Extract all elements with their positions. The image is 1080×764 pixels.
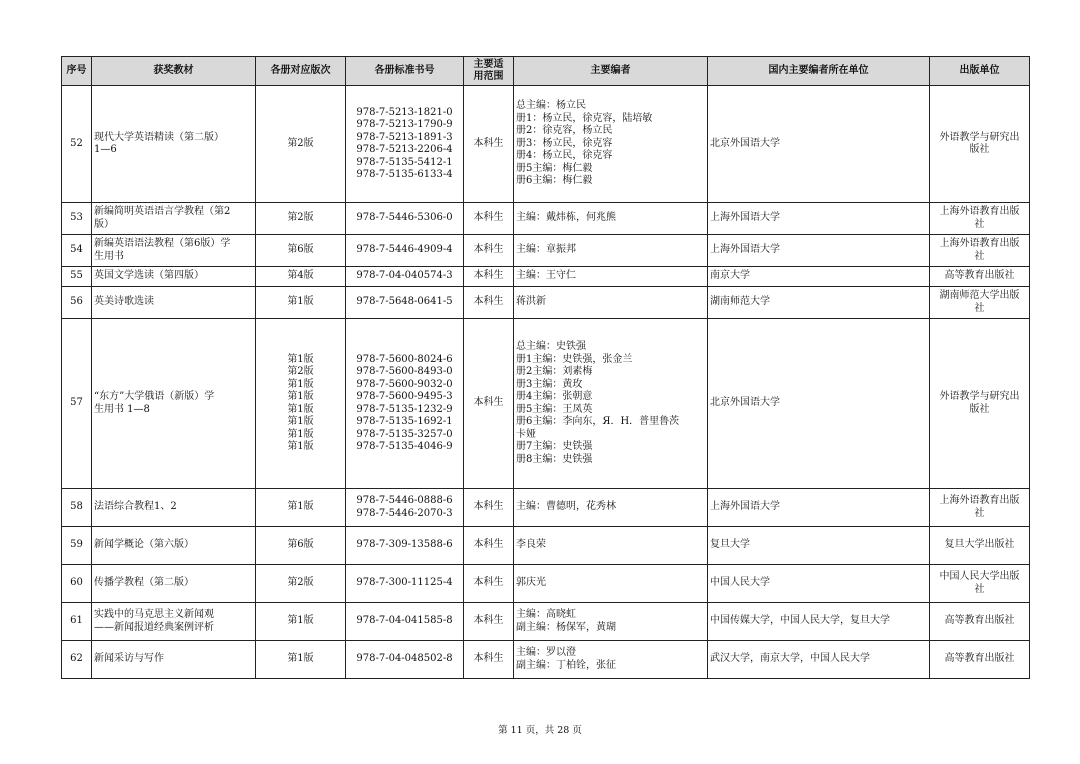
edition <box>256 287 346 319</box>
publisher-line: 外语教学与研究出 <box>939 131 1020 143</box>
publisher-line: 上海外语教育出版 <box>939 238 1020 249</box>
edition-line: 第4版 <box>287 270 314 282</box>
publisher-line: 社 <box>974 250 985 262</box>
header-editors: 主要编者 <box>514 57 708 86</box>
editors-line: 册6主编：李向东，Я．Н．普里鲁茨 <box>516 416 680 427</box>
row-number: 57 <box>62 319 92 489</box>
unit-line: 上海外国语大学 <box>710 244 780 256</box>
edition-line: 第2版 <box>287 366 314 377</box>
isbn <box>346 267 464 287</box>
unit-line: 南京大学 <box>710 270 750 282</box>
edition-line: 第1版 <box>287 653 314 665</box>
isbn <box>346 86 464 203</box>
unit-line: 武汉大学，南京大学，中国人民大学 <box>710 653 870 665</box>
editors-line: 册2主编：刘素梅 <box>516 366 593 377</box>
row-number: 62 <box>62 641 92 679</box>
edition-line: 第1版 <box>287 296 314 308</box>
unit <box>708 489 930 527</box>
unit <box>708 641 930 679</box>
publisher-line: 社 <box>974 583 985 595</box>
editors <box>514 527 708 565</box>
publisher <box>930 641 1030 679</box>
unit-line: 湖南师范大学 <box>710 296 770 308</box>
publisher <box>930 267 1030 287</box>
isbn-line: 978-7-5135-4046-9 <box>356 441 453 452</box>
table-row <box>62 641 1030 679</box>
editors <box>514 267 708 287</box>
book-title <box>92 267 256 287</box>
edition <box>256 565 346 603</box>
isbn-line: 978-7-5135-5412-1 <box>356 156 453 168</box>
unit <box>708 287 930 319</box>
awards-table <box>61 56 1030 679</box>
book-title <box>92 86 256 203</box>
editors-line: 蒋洪新 <box>516 296 546 308</box>
unit-line: 中国人民大学 <box>710 577 770 589</box>
isbn-line: 978-7-300-11125-4 <box>356 577 453 589</box>
unit <box>708 203 930 235</box>
table-row <box>62 565 1030 603</box>
header-title: 获奖教材 <box>92 57 256 86</box>
isbn-line: 978-7-04-048502-8 <box>356 653 453 665</box>
book-title <box>92 319 256 489</box>
book-title <box>92 603 256 641</box>
row-number: 52 <box>62 86 92 203</box>
header-no: 序号 <box>62 57 92 86</box>
book-title <box>92 565 256 603</box>
book-title-line: 现代大学英语精读（第二版） <box>94 131 224 143</box>
edition-line: 第2版 <box>287 577 314 589</box>
edition <box>256 489 346 527</box>
isbn <box>346 203 464 235</box>
editors <box>514 565 708 603</box>
book-title <box>92 235 256 267</box>
isbn-line: 978-7-5135-6133-4 <box>356 169 453 180</box>
book-title-line: 1—6 <box>94 144 117 155</box>
row-number: 60 <box>62 565 92 603</box>
publisher <box>930 527 1030 565</box>
edition <box>256 603 346 641</box>
publisher-line: 社 <box>974 302 985 314</box>
book-title-line: 新编简明英语语言学教程（第2 <box>94 206 231 217</box>
editors-line: 主编：曹德明，花秀林 <box>516 501 616 513</box>
isbn-line: 978-7-5213-1790-9 <box>356 119 453 130</box>
publisher <box>930 565 1030 603</box>
editors <box>514 203 708 235</box>
editors <box>514 235 708 267</box>
header-isbn: 各册标准书号 <box>346 57 464 86</box>
table-row <box>62 489 1030 527</box>
edition <box>256 86 346 203</box>
editors <box>514 641 708 679</box>
row-number: 54 <box>62 235 92 267</box>
isbn <box>346 641 464 679</box>
unit <box>708 267 930 287</box>
publisher <box>930 489 1030 527</box>
edition-line: 第1版 <box>287 615 314 627</box>
editors-line: 册8主编：史铁强 <box>516 453 593 465</box>
publisher <box>930 603 1030 641</box>
isbn-line: 978-7-5446-0888-6 <box>356 495 453 506</box>
publisher-line: 版社 <box>969 144 990 155</box>
editors-line: 册1：杨立民，徐克容，陆培敏 <box>516 112 653 124</box>
editors-line: 册2：徐克容，杨立民 <box>516 125 613 137</box>
book-title-line: 英美诗歌选读 <box>94 296 154 308</box>
isbn <box>346 603 464 641</box>
row-number: 55 <box>62 267 92 287</box>
book-title-line: 新闻采访与写作 <box>94 653 164 665</box>
isbn-line: 978-7-5648-0641-5 <box>356 296 453 308</box>
publisher-line: 湖南师范大学出版 <box>939 290 1020 301</box>
editors-line: 总主编：史铁强 <box>516 341 586 352</box>
unit-line: 复旦大学 <box>710 539 750 551</box>
isbn-line: 978-7-5446-5306-0 <box>356 212 453 224</box>
publisher-line: 高等教育出版社 <box>944 653 1015 665</box>
publisher-line: 版社 <box>969 403 990 415</box>
publisher-line: 中国人民大学出版 <box>939 571 1020 582</box>
scope: 本科生 <box>464 565 514 603</box>
publisher-line: 上海外语教育出版 <box>939 495 1020 506</box>
header-edition: 各册对应版次 <box>256 57 346 86</box>
editors <box>514 287 708 319</box>
unit <box>708 319 930 489</box>
book-title <box>92 641 256 679</box>
editors-line: 册3：杨立民，徐克容 <box>516 137 613 149</box>
scope: 本科生 <box>464 203 514 235</box>
edition <box>256 641 346 679</box>
table-row <box>62 603 1030 641</box>
book-title <box>92 489 256 527</box>
editors-line: 册5主编：梅仁毅 <box>516 162 593 174</box>
edition-line: 第1版 <box>287 378 314 390</box>
unit <box>708 527 930 565</box>
isbn-line: 978-7-04-041585-8 <box>356 615 453 627</box>
unit-line: 北京外国语大学 <box>710 397 780 409</box>
page-footer: 第 11 页，共 28 页 <box>498 725 582 736</box>
table-row <box>62 319 1030 489</box>
publisher-line: 社 <box>974 218 985 230</box>
publisher <box>930 86 1030 203</box>
scope: 本科生 <box>464 287 514 319</box>
publisher <box>930 235 1030 267</box>
isbn-line: 978-7-04-040574-3 <box>356 270 453 282</box>
unit-line: 中国传媒大学，中国人民大学，复旦大学 <box>710 615 890 627</box>
isbn-line: 978-7-5213-1821-0 <box>356 106 453 118</box>
editors-line: 郭庆光 <box>516 577 546 589</box>
edition-line: 第1版 <box>287 441 314 452</box>
editors-line: 册4：杨立民，徐克容 <box>516 150 613 162</box>
isbn <box>346 319 464 489</box>
unit-line: 北京外国语大学 <box>710 137 780 149</box>
isbn-line: 978-7-5600-9032-0 <box>356 378 453 390</box>
book-title-line: 法语综合教程1、2 <box>94 501 177 513</box>
book-title <box>92 287 256 319</box>
scope: 本科生 <box>464 489 514 527</box>
table-row <box>62 287 1030 319</box>
row-number: 58 <box>62 489 92 527</box>
editors-line: 主编：罗以澄 <box>516 647 576 658</box>
edition-line: 第6版 <box>287 539 314 551</box>
unit <box>708 235 930 267</box>
scope: 本科生 <box>464 235 514 267</box>
editors-line: 册7主编：史铁强 <box>516 441 593 452</box>
isbn-line: 978-7-5135-3257-0 <box>356 428 453 440</box>
header-publisher: 出版单位 <box>930 57 1030 86</box>
publisher-line: 高等教育出版社 <box>944 270 1015 282</box>
book-title-line: 生用书 <box>94 250 124 262</box>
edition-line: 第2版 <box>287 212 314 224</box>
isbn-line: 978-7-5600-9495-3 <box>356 391 453 402</box>
isbn-line: 978-7-5135-1232-9 <box>356 403 453 415</box>
book-title-line: 新闻学概论（第六版） <box>94 539 194 551</box>
book-title <box>92 527 256 565</box>
editors-line: 册4主编：张朝意 <box>516 391 593 402</box>
isbn-line: 978-7-5600-8493-0 <box>356 366 453 377</box>
book-title-line: 传播学教程（第二版） <box>94 577 194 589</box>
publisher-line: 外语教学与研究出 <box>939 391 1020 402</box>
scope: 本科生 <box>464 319 514 489</box>
scope: 本科生 <box>464 603 514 641</box>
isbn-line: 978-7-5213-1891-3 <box>356 131 453 143</box>
unit-line: 上海外国语大学 <box>710 501 780 513</box>
publisher <box>930 287 1030 319</box>
isbn <box>346 527 464 565</box>
editors <box>514 319 708 489</box>
edition-line: 第2版 <box>287 137 314 149</box>
edition <box>256 203 346 235</box>
edition <box>256 267 346 287</box>
isbn-line: 978-7-5213-2206-4 <box>356 144 453 155</box>
row-number: 56 <box>62 287 92 319</box>
editors-line: 卡娅 <box>516 428 536 440</box>
isbn-line: 978-7-5446-4909-4 <box>356 244 453 256</box>
editors <box>514 603 708 641</box>
editors-line: 册6主编：梅仁毅 <box>516 175 593 187</box>
unit <box>708 86 930 203</box>
unit <box>708 603 930 641</box>
editors <box>514 86 708 203</box>
publisher <box>930 203 1030 235</box>
unit-line: 上海外国语大学 <box>710 212 780 224</box>
edition-line: 第1版 <box>287 391 314 402</box>
editors-line: 副主编：丁柏铨，张征 <box>516 659 616 671</box>
book-title-line: 版） <box>94 218 114 230</box>
row-number: 59 <box>62 527 92 565</box>
publisher-line: 上海外语教育出版 <box>939 206 1020 217</box>
editors-line: 李良荣 <box>516 539 546 551</box>
publisher-line: 社 <box>974 507 985 519</box>
table-row <box>62 267 1030 287</box>
unit <box>708 565 930 603</box>
edition <box>256 527 346 565</box>
isbn <box>346 489 464 527</box>
book-title-line: ——新闻报道经典案例评析 <box>94 621 214 633</box>
editors-line: 主编：戴炜栋，何兆熊 <box>516 212 616 224</box>
row-number: 61 <box>62 603 92 641</box>
scope: 本科生 <box>464 641 514 679</box>
book-title-line: 实践中的马克思主义新闻观 <box>94 609 214 620</box>
scope: 本科生 <box>464 267 514 287</box>
publisher-line: 复旦大学出版社 <box>944 539 1015 551</box>
isbn-line: 978-7-5446-2070-3 <box>356 507 453 519</box>
edition-line: 第1版 <box>287 428 314 440</box>
scope: 本科生 <box>464 527 514 565</box>
edition <box>256 319 346 489</box>
row-number: 53 <box>62 203 92 235</box>
book-title-line: 生用书 1—8 <box>94 403 150 415</box>
editors-line: 主编：王守仁 <box>516 270 576 282</box>
header-scope: 主要适用范围 <box>464 57 514 86</box>
book-title-line: 新编英语语法教程（第6版）学 <box>94 238 231 249</box>
isbn <box>346 235 464 267</box>
isbn-line: 978-7-309-13588-6 <box>356 539 453 551</box>
editors-line: 册1主编：史铁强，张金兰 <box>516 353 633 365</box>
isbn <box>346 565 464 603</box>
editors-line: 主编：章振邦 <box>516 244 576 256</box>
editors-line: 主编：高晓虹 <box>516 609 576 620</box>
edition-line: 第6版 <box>287 244 314 256</box>
editors-line: 册3主编：黄玫 <box>516 378 583 390</box>
table-row <box>62 203 1030 235</box>
publisher-line: 高等教育出版社 <box>944 615 1015 627</box>
editors <box>514 489 708 527</box>
edition-line: 第1版 <box>287 416 314 427</box>
header-unit: 国内主要编者所在单位 <box>708 57 930 86</box>
scope: 本科生 <box>464 86 514 203</box>
edition <box>256 235 346 267</box>
book-title-line: 英国文学选读（第四版） <box>94 270 204 282</box>
editors-line: 总主编：杨立民 <box>516 100 586 112</box>
edition-line: 第1版 <box>287 403 314 415</box>
book-title-line: “东方”大学俄语（新版）学 <box>94 391 215 402</box>
table-header-row <box>62 57 1030 86</box>
book-title <box>92 203 256 235</box>
table-row <box>62 235 1030 267</box>
isbn-line: 978-7-5600-8024-6 <box>356 353 453 365</box>
table-row <box>62 527 1030 565</box>
editors-line: 副主编：杨保军，黄瑚 <box>516 621 616 633</box>
isbn <box>346 287 464 319</box>
edition-line: 第1版 <box>287 353 314 365</box>
isbn-line: 978-7-5135-1692-1 <box>356 416 453 427</box>
publisher <box>930 319 1030 489</box>
editors-line: 册5主编：王凤英 <box>516 403 593 415</box>
table-row <box>62 86 1030 203</box>
edition-line: 第1版 <box>287 501 314 513</box>
